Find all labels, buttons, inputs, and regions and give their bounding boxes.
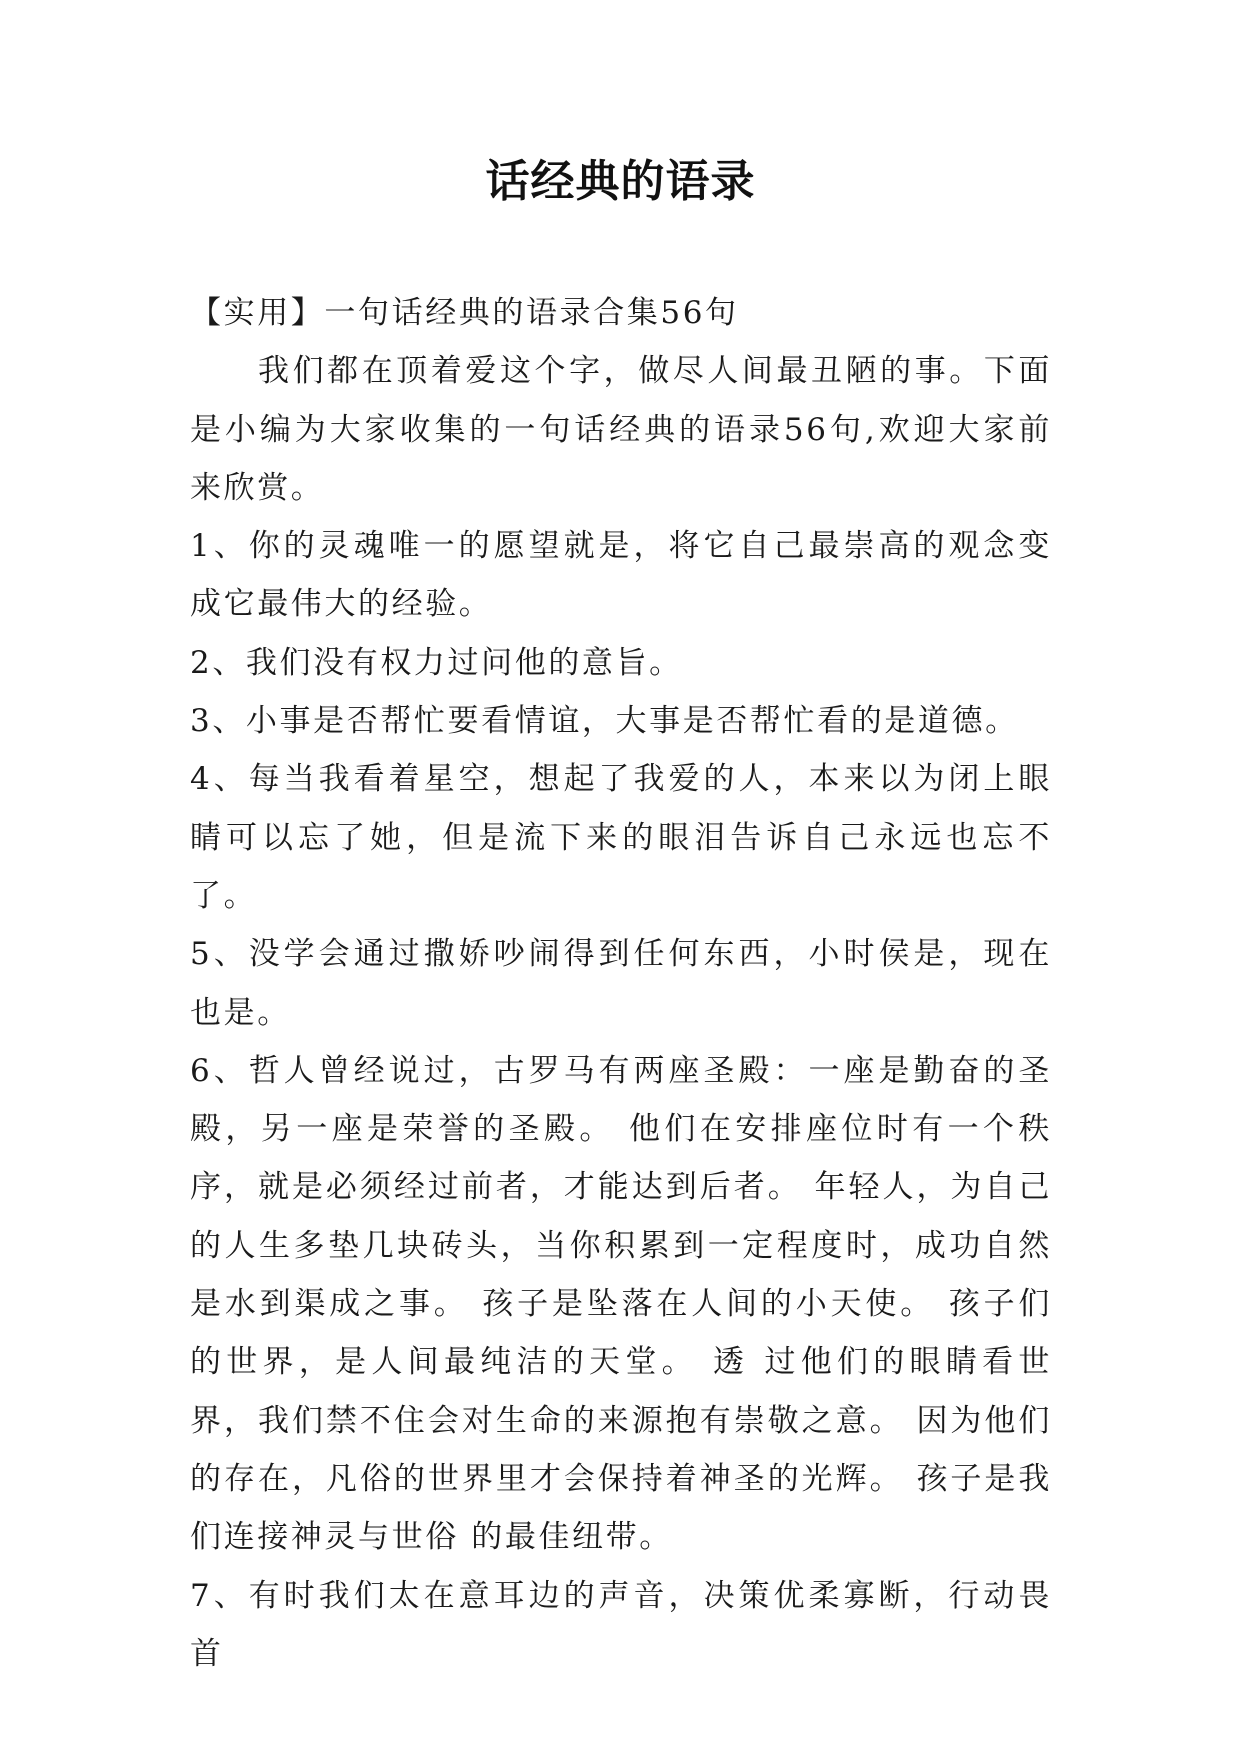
document-subtitle: 【实用】一句话经典的语录合集56句 <box>190 295 739 331</box>
quote-item-5: 5、没学会通过撒娇吵闹得到任何东西，小时侯是，现在也是。 <box>190 936 1052 1031</box>
quote-item-6: 6、哲人曾经说过，古罗马有两座圣殿：一座是勤奋的圣殿，另一座是荣誉的圣殿。 他们在安排座位时有一个秩序，就是必须经过前者，才能达到后者。 年轻人，为自己的人生多垫几块砖头，当你积累到一定程度时，成功自然是水到渠成之事。 孩子是坠落在人间的小天使。 孩子们的世界，是人间最纯洁的天堂。 透 过他们的眼睛看世界，我们禁不住会对生命的来源抱有崇敬之意。 因为他们 的存在，凡俗的世界里才会保持着神圣的光辉。 孩子是我们连接神灵与世俗 的最佳纽带。 <box>190 1052 1052 1556</box>
intro-paragraph: 我们都在顶着爱这个字，做尽人间最丑陋的事。下面是小编为大家收集的一句话经典的语录56句,欢迎大家前来欣赏。 <box>190 353 1052 506</box>
quote-item-2: 2、我们没有权力过问他的意旨。 <box>190 644 683 681</box>
quote-item-4: 4、每当我看着星空，想起了我爱的人，本来以为闭上眼睛可以忘了她，但是流下来的眼泪告诉自己永远也忘不了。 <box>190 761 1052 914</box>
document-body <box>190 284 1052 1683</box>
quote-item-3: 3、小事是否帮忙要看情谊，大事是否帮忙看的是道德。 <box>190 703 1019 740</box>
document-title: 话经典的语录 <box>485 156 756 207</box>
quote-item-7: 7、有时我们太在意耳边的声音，决策优柔寡断，行动畏首 <box>190 1577 1052 1672</box>
quote-item-1: 1、你的灵魂唯一的愿望就是，将它自己最崇高的观念变成它最伟大的经验。 <box>190 528 1052 623</box>
